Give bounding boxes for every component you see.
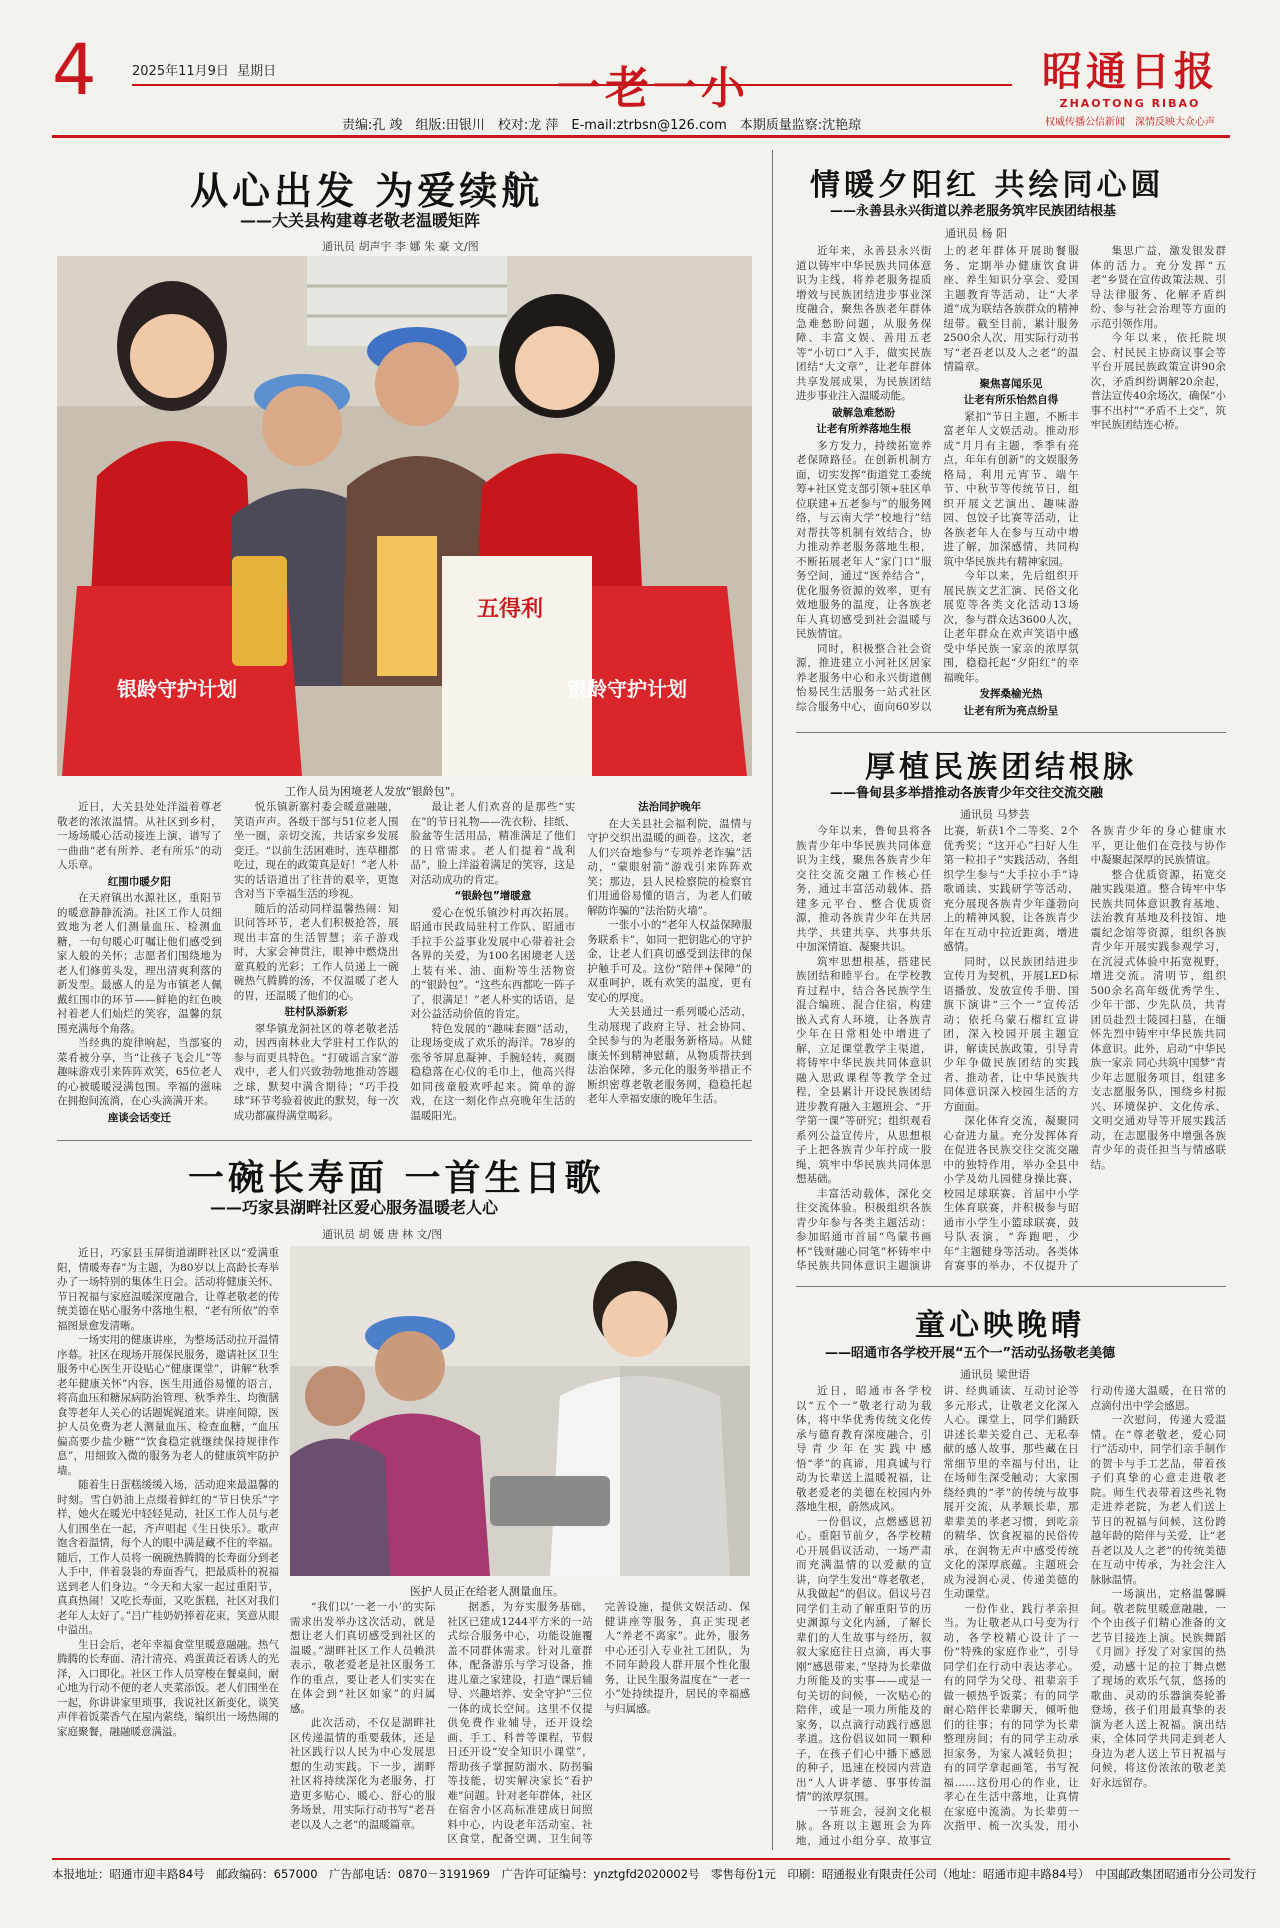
body-paragraph: 今年以来，先后组织开展民族文艺汇演、民俗文化展览等各类文化活动13场次，参与群众达3600人次，让老年群众在欢声笑语中感受中华民族一家亲的浓厚氛围，稳稳托起“夕阳红”的幸福晚年。 [943,570,1079,684]
section-subhead: “银龄包”增暖意 [454,890,532,902]
article1-photo [57,256,752,776]
article-divider [57,1140,752,1141]
body-paragraph: 近日，巧家县玉屏街道湖畔社区以“爱满重阳，情暖寿春”为主题，为80岁以上高龄长寿举办了一场特别的集体生日会。活动将健康关怀、节日祝福与家庭温暖深度融合，让尊老敬老的传统美德在贴心服务中落地生根，“老有所依”的幸福图景愈发清晰。 [57,1247,279,1332]
section-subhead: 发挥桑榆光热 [979,688,1043,700]
article4-photo [290,1246,750,1576]
article4-body-side [57,1246,279,1851]
body-paragraph: 一场演出，定格温馨瞬间。敬老院里暖意融融，一个个由孩子们精心准备的文艺节目接连上演。民族舞蹈《月圆》抒发了对家国的热爱，动感十足的拉丁舞点燃了现场的欢乐气氛，悠扬的歌曲、灵动的乐器演奏轮番登场，孩子们用最真挚的表演为老人送上祝福。演出结束，全体同学共同走到老人身边为老人送上节日祝福与问候，将这份浓浓的敬老美好永远留存。 [1090,1588,1226,1789]
article4-photo-caption: 医护人员正在给老人测量血压。 [410,1585,564,1598]
body-paragraph: 一次慰问，传递大爱温情。在“尊老敬老，爱心同行”活动中，同学们亲手制作的贺卡与手工艺品，带着孩子们真挚的心意走进敬老院。师生代表带着这些礼物走进养老院，为老人们送上节日的祝福与问候，这份跨越年龄的陪伴与关爱，让“老吾老以及人之老”的传统美德在互动中传承，为社会注入脉脉温情。 [1090,1414,1226,1586]
section-subhead: 法治同护晚年 [638,801,702,813]
body-paragraph: 爱心在悦乐镇沙村再次拓展。昭通市民政局驻村工作队、昭通市手拉手公益事业发展中心带着社会各界的关爱，为100名困境老人送上装有米、油、面粉等生活物资的“银龄包”。“这些东西都吃一阵子了，很满足！”老人朴实的话语，是对公益活动价值的肯定。 [410,906,576,1020]
photo-volunteers-with-elders [57,256,752,776]
article2-subtitle: ——永善县永兴街道以养老服务筑牢民族团结根基 [830,204,1117,219]
section-subhead: 破解急难愁盼 [832,406,896,419]
article4-subtitle: ——巧家县湖畔社区爱心服务温暖老人心 [210,1198,499,1217]
body-paragraph: 筑牢思想根基，搭建民族团结和睦平台。在学校教育过程中，结合各民族学生混合编班、混合住宿，构建嵌入式育人环境，让各族青少年在日常相处中增进了解，立足课堂教学主渠道，将铸牢中华民族共同体意识融入思政课程等教学全过程，全县累计开设民族团结进步教育融入主题班会、“开学第一课”等研究；组织观看系列公益宣传片，从思想根子上把各族青少年拧成一股绳，筑牢中华民族共同体思想基础。 [796,955,932,1185]
bag-label-right: 银龄守护计划 [567,677,687,701]
article1-body [57,800,752,1130]
body-paragraph: 当经典的旋律响起，当部宴的菜肴被分享，当“让孩子飞会儿”等趣味游戏引来阵阵欢笑，65位老人的心被暖暖浸满包围。幸福的滋味在拥抱间流淌，在心头滴满开来。 [57,1037,222,1107]
body-paragraph: 今年以来，鲁甸县将各族青少年中华民族共同体意识为主线，聚焦各族青少年交往交流交融工作核心任务，通过丰富活动载体、搭建多元平台、整合优质资源，推动各族青少年在共居共学、共建共享、共事共乐中加深情谊、凝聚共识。 [796,825,932,953]
brand-pinyin: ZHAOTONG RIBAO [1059,97,1201,110]
body-paragraph: 特色发展的“趣味套圈”活动，让现场变成了欢乐的海洋。78岁的张爷爷屏息凝神、手腕轻转，爽圈稳稳落在心仪的毛巾上，他高兴得如同孩童般欢呼起来。简单的游戏，在这一刻化作点亮晚年生活的温暖阳光。 [410,1022,576,1122]
article1-byline: 通讯员 胡声宇 李 娜 朱 豪 文/图 [322,240,479,253]
issue-date: 2025年11月9日 [132,64,229,79]
date-line [132,60,276,79]
section-subhead: 让老有所乐怡然自得 [963,394,1059,406]
editor-credit-line: 责编:孔 竣 组版:田银川 校对:龙 萍 E-mail:ztrbsn@126.com 本期质量监察:沈艳琼 [342,118,862,133]
footer-rule [52,1858,1230,1860]
page-number: 4 [52,29,97,111]
body-paragraph: 随着生日蛋糕缓缓入场，活动迎来最温馨的时刻。雪白奶油上点缀着鲜红的“节日快乐”字样，她火在暖光中轻轻晃动，社区工作人员与老人们围坐在一起，齐声唱起《生日快乐》。歌声饱含着温情，每个人的眼中满是藏不住的幸福。随后，工作人员将一碗碗热腾腾的长寿面分到老人手中，伴着袅袅的寿面香气，把最质朴的祝福送到老人们身边。“今天和大家一起过重阳节，真真热闹！又吃长寿面，又吃蛋糕，社区对我们老年人太好了。”吕广桂奶奶捧着花束，笑意从眼中溢出。 [57,1479,279,1636]
header-divider [52,135,1230,138]
body-paragraph: “我们以‘一老一小’的实际需求出发举办这次活动，就是想让老人们真切感受到社区的温暖。”湖畔社区工作人员赖洪表示，敬老爱老是社区服务工作的重点，要让老人们实实在在体会到“社区如家”的归属感。 [290,1601,436,1715]
article5-body [796,1384,1226,1851]
article4-title: 一碗长寿面 一首生日歌 [188,1158,605,1199]
body-paragraph: 多方发力，持续拓宽养老保障路径。在创新机制方面，切实发挥“街道党工委统筹+社区党支部引领+驻区单位联建+五老参与”的服务网络，与云南大学“校地行”结对帮扶等机制有效结合，协力推动养老服务落地生根，不断拓展老年人“家门口”服务空间，通过“医养结合”，优化服务资源的效率，更有效地服务的温度，让各族老年人真切感受到社会温暖与民族情谊。 [796,439,932,640]
article3-body [796,824,1226,1276]
body-paragraph: 生日会后，老年幸福食堂里暖意融融。热气腾腾的长寿面、清汁清亮、鸡蛋黄泛着诱人的光泽，入口即化。社区工作人员穿梭在餐桌间，耐心地为行动不便的老人夹菜添饭。老人们围坐在一起，你讲讲家里琐事，我说社区新变化，谈笑声伴着饭菜香气在屋内萦绕，编织出一场热闹的家庭聚餐，融融暖意满溢。 [57,1638,279,1738]
article3-subtitle: ——鲁甸县多举措推动各族青少年交往交流交融 [830,786,1104,801]
bag-label-left: 银龄守护计划 [117,677,237,701]
article1-title: 从心出发 为爱续航 [190,169,544,213]
footer-imprint: 本报地址：昭通市迎丰路84号 邮政编码：657000 广告部电话：0870－3191969 广告许可证编号：ynztgfd2020002号 零售每份1元 印刷：昭通报业有限责任公司（地址：昭通市迎丰路84号） 中国邮政集团昭通市分公司发行 [52,1867,1257,1881]
article2-title: 情暖夕阳红 共绘同心圆 [810,168,1165,203]
section-subhead: 座谈会话变迁 [107,1111,171,1124]
article1-photo-caption: 工作人员为困境老人发放“银龄包”。 [285,785,462,798]
article5-byline: 通讯员 梁世语 [960,1368,1030,1381]
flour-box-label: 五得利 [477,597,544,622]
photo-blood-pressure-check [290,1246,750,1576]
article5-title: 童心映晚晴 [915,1308,1085,1343]
body-paragraph: 近日，大关县处处洋溢着尊老敬老的浓浓温情。从社区到乡村，一场场暖心活动接连上演，谱写了一曲曲“老有所养、老有所乐”的动人乐章。 [57,801,222,871]
body-paragraph: 悦乐镇新寨村委会暖意融融，笑语声声。各级干部与51位老人围坐一圈，亲切交流，共话家乡发展变迁。“以前生活困难时，连草棚都吃过，现在的政策真是好！”老人朴实的话语道出了往昔的艰辛，更饱含对当下幸福生活的珍视。 [233,801,399,900]
article3-byline: 通讯员 马梦芸 [960,808,1030,821]
body-paragraph: 整合优质资源，拓宽交融实践渠道。整合铸牢中华民族共同体意识教育基地、法治教育基地及科技馆、地震纪念馆等资源，组织各族青少年开展实践参观学习，在沉浸式体验中拓宽视野，增进交流。清明节，组织500余名高年级优秀学生、少年干部、少先队员，共青团员赴烈士陵园扫墓，在缅怀先烈中铸牢中华民族共同体意识。此外，启动“中华民族一家亲 同心共筑中国梦”青少年志愿服务项目，组建多支志愿服务队，围绕乡村振兴、环境保护、文化传承、文明交通劝导等开展实践活动，在志愿服务中增强各族青少年的责任担当与情感联结。 [1090,868,1226,1171]
section-title: 一老一小 [557,63,749,114]
article3-title: 厚植民族团结根脉 [865,750,1137,785]
body-paragraph: 一份作业，践行孝亲担当。为让敬老从口号变为行动，各学校精心设计了一份“特殊的家庭作业”，引导同学们在行动中表达孝心。有的同学为父母、祖辈亲手做一顿热乎饭菜；有的同学耐心陪伴长辈聊天，倾听他们的往事；有的同学为长辈整理房间；有的同学主动承担家务，为家人减轻负担；有的同学拿起画笔，书写祝福……这份用心的作业，让孝心在生活中落地，让真情在家庭中流淌。为长辈剪一次指甲、梳一次头发，用小行动传递大温暖，在日常的点滴付出中学会感恩。 [943,1385,1226,1832]
article4-byline: 通讯员 胡 媛 唐 林 文/图 [322,1228,443,1241]
section-subhead: 让老有所养落地生根 [816,423,911,435]
article4-body-bottom [290,1600,750,1850]
newspaper-brand [1030,40,1230,128]
body-paragraph: 今年以来，依托院坝会、村民民主协商议事会等平台开展民族政策宣讲90余次，矛盾纠纷调解20余起，普法宣传40余场次，确保“小事不出村”“矛盾不上交”，筑牢民族团结连心桥。 [1090,332,1226,431]
article-divider [796,732,1226,733]
section-subhead: 驻村队添新彩 [284,1006,348,1018]
column-divider [772,150,773,1850]
body-paragraph: 最让老人们欢喜的是那些“实在”的节日礼物——洗衣粉、挂纸、脸盆等生活用品，精准满足了他们的日常需求。老人们提着“战利品”，脸上洋溢着满足的笑容，这是对活动成功的肯定。 [410,801,576,886]
section-subhead: 让老有所为亮点纷呈 [963,704,1059,717]
brand-slogan: 权威传播公信新闻 深情反映大众心声 [1045,117,1215,128]
body-paragraph: 紧扣“节日主题，不断丰富老年人文娱活动。推动形成“月月有主题，季季有亮点，年年有创新”的文娱服务格局，利用元宵节、端午节、中秋节等传统节日，组织开展文艺演出、趣味游园、包饺子比赛等活动，让各族老年人在参与互动中增进了解，加深感情，共同构筑中华民族共有精神家园。 [943,410,1079,568]
article2-byline: 通讯员 杨 阳 [945,227,1007,240]
body-paragraph: 深化体育交流，凝聚同心奋进力量。充分发挥体育在促进各民族交往交流交融中的独特作用，举办全县中小学及幼儿园健身操比赛、校园足球联赛、首届中小学生体育联赛，并积极参与昭通市小学生小篮球联赛，鼓号队表演，“奔跑吧，少年”主题健身等活动。各类体育赛事的举办，不仅提升了各族青少年的身心健康水平，更让他们在竞技与协作中凝聚起深厚的民族情谊。 [943,825,1226,1272]
body-paragraph: 丰富活动载体，深化交往交流体验。积极组织各族青少年参与各类主题活动：参加昭通市首届“鸟蒙书画杯”钱财融心同笔”杯铸牢中华民族共同体意识主题演讲比赛，斩获1个二等奖、2个优秀奖；“这开心”扫好人生第一粒扣子”实践活动，各组织学生参与“大手拉小手”诗歌诵读、实践研学等活动，充分展现各族青少年蓬勃向上的精神风貌，让各族青少年在互动中拉近距离，增进感情。 [796,825,1079,1272]
body-paragraph: 集思广益，激发银发群体的活力。充分发挥“五老”乡贤在宣传政策法规、引导法律服务、化解矛盾纠纷、参与社会治理等方面的示范引领作用。 [1090,245,1226,330]
article2-body [796,244,1226,724]
section-subhead: 聚焦喜闻乐见 [979,377,1043,390]
body-paragraph: 近日，昭通市各学校以“五个一”敬老行动为载体，将中华优秀传统文化传承与德育教育深度融合，引导青少年在实践中感悟“孝”的真谛，用真诚与行动为长辈送上温暖祝福，让敬老爱老的美德在校园内外落地生根，蔚然成风。 [796,1385,932,1513]
body-paragraph: 一节班会，浸润文化根脉。各班以主题班会为阵地，通过小组分享、故事宣讲、经典诵读、互动讨论等多元形式，让敬老文化深入人心。课堂上，同学们踊跃讲述长辈关爱自己、无私奉献的感人故事，那些藏在日常细节里的幸福与付出，让在场师生深受触动；大家围绕经典的“孝”的传统与故事展开交流，从孝顺长辈，那辈辈美的孝老习惯，到吃亲的精华、饮食祝福的民俗传承，在润物无声中感受传统文化的深厚底蕴。主题班会成为浸润心灵、传递美德的生动课堂。 [796,1385,1079,1847]
body-paragraph: 大关县通过一系列暖心活动，生动展现了政府主导、社会协同、全民参与的为老服务新格局。从健康关怀到精神慰藉，从物质帮扶到法治保障，多元化的服务举措正不断织密尊老敬老服务网，稳稳托起老年人幸福安康的晚年生活。 [587,1006,752,1105]
body-paragraph: 同时，以民族团结进步宣传月为契机，开展LED标语播放、发放宣传手册、国旗下演讲“三个一”宣传活动；依托乌蒙石榴红宣讲团，深入校园开展主题宣讲，解读民族政策，引导青少年争做民族团结的实践者、推动者，让中华民族共同体意识深入校园生活的方方面面。 [943,955,1079,1113]
body-paragraph: 在天府镇出水源社区，重阳节的暖意静静流淌。社区工作人员细致地为老人们测量血压、检测血糖，一句句暖心叮嘱让他们感受到家人般的关怀；志愿者们围绕地为老人们修剪头发，理出清爽利落的新发型。最感人的是为市镇老人佩戴红围巾的环节——鲜艳的红色映衬着老人们灿烂的笑容，温馨的氛围充满每个角落。 [57,892,222,1035]
section-subhead: 红围巾暖夕阳 [107,875,171,888]
body-paragraph: 近年来，永善县永兴街道以铸牢中华民族共同体意识为主线，将养老服务提质增效与民族团结进步事业深度融合，聚焦各族老年群体急难愁盼问题，从服务保障、丰富文娱、善用五老等“小切口”入手，做实民族团结“大文章”，让老年群体共享发展成果，为民族团结进步事业注入温暖动能。 [796,245,932,402]
body-paragraph: 一张小小的“老年人权益保障服务联系卡”，如同一把钥匙心的守护金，让老人们真切感受到法律的保护触手可及。这份“陪伴+保障”的双重呵护，既有欢笑的温度，更有安心的厚度。 [587,919,752,1004]
body-paragraph: 此次活动，不仅是湖畔社区传递温情的重要载体，还是社区践行以人民为中心发展思想的生动实践。下一步，湖畔社区将持续深化为老服务，打造更多贴心、暖心、舒心的服务场景，用实际行动书写“老吾老以及人之老”的温暖篇章。 [290,1717,436,1831]
article5-subtitle: ——昭通市各学校开展“五个一”活动弘扬敬老美德 [825,1346,1116,1361]
body-paragraph: 同时，积极整合社会资源，推进建立小河社区居家养老服务中心和永兴街道侧怡易民生活服务一站式社区综合服务中心，面向60岁以上的老年群体开展助餐服务、定期举办健康饮食讲座、养生知识分享会、爱国主题教育等活动，让“大孝道”成为联结各族群众的精神纽带。截至目前，累计服务2500余人次，用实际行动书写“老吾老以及人之老”的温情篇章。 [796,245,1079,713]
issue-weekday: 星期日 [237,64,277,79]
article1-subtitle: ——大关县构建尊老敬老温暖矩阵 [240,211,481,230]
body-paragraph: 翠华镇龙洞社区的尊老敬老活动，因西南林业大学驻村工作队的参与而更具特色。“打破谣言家”游戏中，老人们兴致勃勃地推动答题之球，默契中满含期待；“巧手投球”环节考验着彼此的默契，每一次成功都赢得满堂喝彩。 [233,1022,399,1122]
body-paragraph: 一份倡议，点燃感恩初心。重阳节前夕，各学校精心开展倡议活动，一场严肃而充满温情的以爱献的宣讲，向学生发出“尊老敬老，从我做起”的倡议。倡议号召同学们主动了解重阳节的历史渊源与文化内涵，了解长辈们的人生故事与经历，叙叙大家庭往日点滴，再大事刚“感恩带来，”坚持为长辈做力所能及的实事——或是一句关切的问候，一次贴心的陪伴，或是一项力所能及的家务，以点滴行动践行感恩孝道。这份倡议如同一颗种子，在孩子们心中播下感恩的种子，迅速在校园内营造出“人人讲孝德、事事传温情”的浓厚氛围。 [796,1515,932,1803]
body-paragraph: 一场实用的健康讲座，为整场活动拉开温情序幕。社区在现场开展保民服务，邀请社区卫生服务中心医生开设贴心“健康课堂”，讲解“秋季老年健康关怀”内容，医生用通俗易懂的语言，将高血压和糖尿病防治管理、秋季养生、均衡膳食等老年人关心的话题娓娓道来。讲座间隙，医护人员免费为老人测量血压、检查血糖，“血压偏高要少盐少糖”“饮食稳定就继续保持规律作息”，用细致入微的服务为老人的健康筑牢防护墙。 [57,1334,279,1477]
brand-logo-text: 昭通日报 [1042,48,1218,95]
body-paragraph: 随后的活动同样温馨热闹：知识问答环节，老人们积极抢答，展现出丰富的生活智慧；亲子游戏时，大家会神贯注，眼神中燃烧出童真般的光彩；工作人员递上一碗碗热气腾腾的汤，不仅温暖了老人的胃，还温暖了他们的心。 [233,902,399,1002]
body-paragraph: 在大关县社会福利院，温情与守护交织出温暖的画卷。这次，老人们兴奋地参与“专项养老诈骗”活动，“蒙眼射箭”游戏引来阵阵欢笑；那边，县人民检察院的检察官们用通俗易懂的语言，为老人们破解防诈骗的“法治防火墙”。 [587,817,752,917]
body-paragraph: 据悉，为夯实服务基础，社区已建成1244平方米的一站式综合服务中心，功能设施覆盖不同群体需求。针对儿童群体，配备游乐与学习设备，推进儿童之家建设，打造“课后辅导、兴趣培养、安全守护”三位一体的成长空间。这里不仅提供免费作业辅导，还开设绘画、手工、科普等课程，节假日还开设“安全知识小课堂”，帮助孩子掌握防溺水、防拐骗等技能，切实解决家长“看护难”问题。针对老年群体，社区在宿舍小区高标准建成日间照料中心，内设老年活动室、社区食堂，配备空调、卫生间等完善设施，提供文娱活动、保健讲座等服务，真正实现老人“养老不离家”。此外，服务中心还引入专业社工团队，为不同年龄段人群开展个性化服务，让民生服务温度在“一老一小”处持续提升，居民的幸福感与归属感。 [447,1601,750,1845]
article-divider [796,1286,1226,1287]
masthead [52,30,1230,135]
